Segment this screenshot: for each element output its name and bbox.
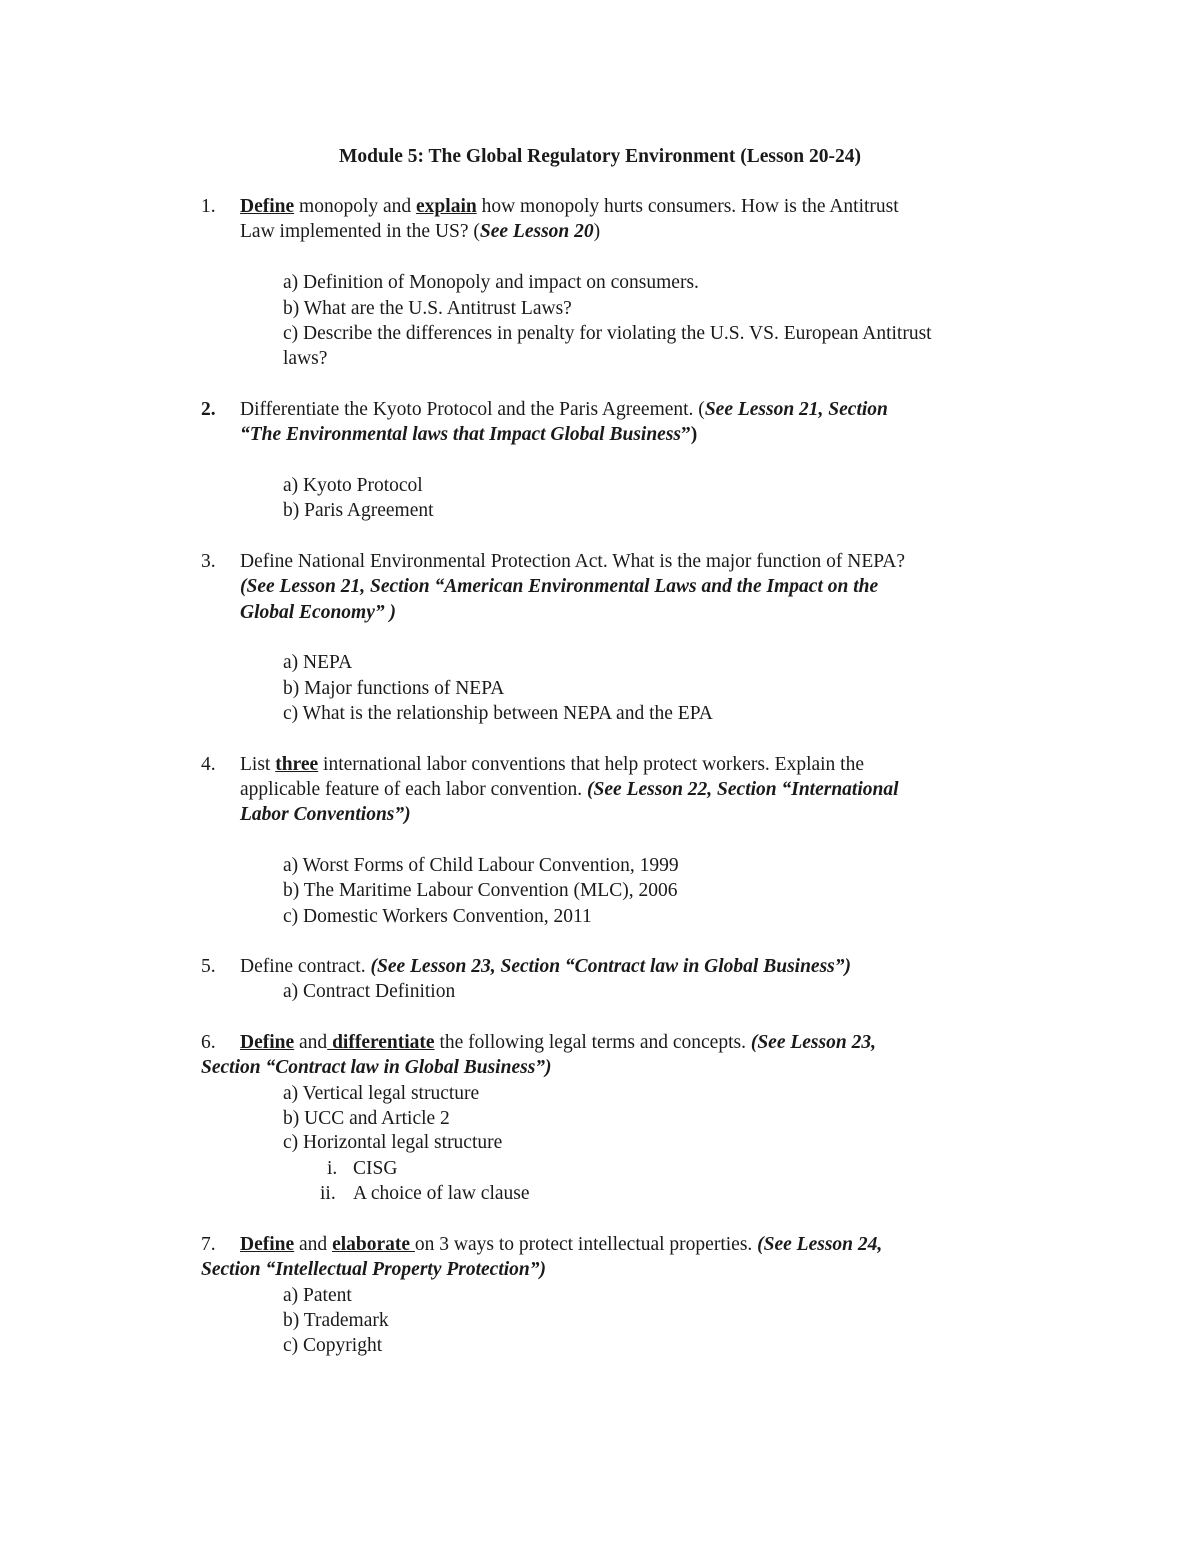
sub-item-b: b) Paris Agreement	[283, 500, 434, 521]
sub-item-b: b) What are the U.S. Antitrust Laws?	[283, 298, 572, 319]
question-text	[240, 194, 899, 219]
question-number: 5.	[201, 956, 216, 977]
lesson-reference: See Lesson 20	[479, 221, 594, 242]
question-text	[240, 752, 864, 777]
text-run: Law implemented in the US? (	[240, 221, 480, 242]
question-number: 6.	[201, 1032, 216, 1053]
question-number: 2.	[201, 399, 216, 420]
question-text-continued	[240, 219, 600, 244]
emphasis-define: Define	[240, 1032, 295, 1053]
text-run: applicable feature of each labor convention.	[240, 779, 588, 800]
sub-item-b: b) Major functions of NEPA	[283, 678, 505, 699]
emphasis-define: Define	[240, 196, 295, 217]
text-run: the following legal terms and concepts.	[434, 1032, 751, 1053]
emphasis-explain: explain	[416, 196, 477, 217]
lesson-reference-continued: Section “Intellectual Property Protection”)	[201, 1259, 547, 1280]
question-number: 3.	[201, 551, 216, 572]
lesson-reference: (See Lesson 22, Section “International	[587, 779, 899, 800]
roman-numeral: i.	[327, 1158, 338, 1179]
question-number: 4.	[201, 754, 216, 775]
page-title: Module 5: The Global Regulatory Environment (Lesson 20-24)	[338, 146, 861, 167]
sub-item-c: c) Domestic Workers Convention, 2011	[283, 906, 592, 927]
question-text-continued	[240, 422, 697, 447]
sub-item-c: c) Describe the differences in penalty for violating the U.S. VS. European Antitrust	[283, 323, 932, 344]
text-run: international labor conventions that help protect workers. Explain the	[318, 754, 865, 775]
text-run: monopoly and	[294, 196, 417, 217]
question-text: Define National Environmental Protection Act. What is the major function of NEPA?	[240, 551, 906, 572]
lesson-reference-continued: Labor Conventions”)	[240, 804, 411, 825]
question-text	[240, 1030, 876, 1055]
lesson-reference-continued: Section “Contract law in Global Business”)	[201, 1057, 552, 1078]
text-run: Differentiate the Kyoto Protocol and the Paris Agreement. (	[240, 399, 705, 420]
text-run: and	[294, 1234, 333, 1255]
sub-item-b: b) UCC and Article 2	[283, 1108, 450, 1129]
roman-numeral: ii.	[320, 1183, 336, 1204]
text-run: Define contract.	[240, 956, 371, 977]
emphasis-three: three	[275, 754, 319, 775]
question-number: 1.	[201, 196, 216, 217]
sub-sub-item-ii: A choice of law clause	[353, 1183, 530, 1204]
sub-item-a: a) Patent	[283, 1285, 352, 1306]
question-text	[240, 1232, 882, 1257]
question-number: 7.	[201, 1234, 216, 1255]
lesson-reference: (See Lesson 23,	[750, 1032, 876, 1053]
lesson-reference: (See Lesson 23, Section “Contract law in Global Business”)	[370, 956, 851, 977]
text-run: and	[294, 1032, 328, 1053]
sub-item-c: c) What is the relationship between NEPA and the EPA	[283, 703, 713, 724]
lesson-reference: “The Environmental laws that Impact Global Business	[240, 424, 681, 445]
text-run: List	[240, 754, 276, 775]
sub-item-c-continued: laws?	[283, 348, 328, 369]
lesson-reference-continued: Global Economy” )	[240, 602, 396, 623]
text-run: ”)	[681, 424, 698, 445]
emphasis-define: Define	[240, 1234, 295, 1255]
emphasis-elaborate: elaborate	[332, 1234, 415, 1255]
sub-item-a: a) Worst Forms of Child Labour Convention, 1999	[283, 855, 679, 876]
sub-item-b: b) Trademark	[283, 1310, 389, 1331]
emphasis-differentiate: differentiate	[327, 1032, 435, 1053]
sub-item-a: a) Definition of Monopoly and impact on consumers.	[283, 272, 699, 293]
text-run: )	[593, 221, 601, 242]
question-text-continued	[240, 777, 899, 802]
lesson-reference: (See Lesson 21, Section “American Environmental Laws and the Impact on the	[240, 576, 879, 597]
lesson-reference: (See Lesson 24,	[757, 1234, 883, 1255]
lesson-reference: See Lesson 21, Section	[704, 399, 888, 420]
question-text	[240, 954, 851, 979]
sub-sub-item-i: CISG	[353, 1158, 398, 1179]
text-run: how monopoly hurts consumers. How is the Antitrust	[476, 196, 899, 217]
sub-item-a: a) Kyoto Protocol	[283, 475, 423, 496]
sub-item-c: c) Horizontal legal structure	[283, 1132, 503, 1153]
question-text	[240, 397, 888, 422]
sub-item-a: a) Vertical legal structure	[283, 1083, 480, 1104]
sub-item-c: c) Copyright	[283, 1335, 383, 1356]
sub-item-a: a) Contract Definition	[283, 981, 456, 1002]
sub-item-b: b) The Maritime Labour Convention (MLC), 2006	[283, 880, 678, 901]
sub-item-a: a) NEPA	[283, 652, 353, 673]
text-run: on 3 ways to protect intellectual properties.	[414, 1234, 758, 1255]
